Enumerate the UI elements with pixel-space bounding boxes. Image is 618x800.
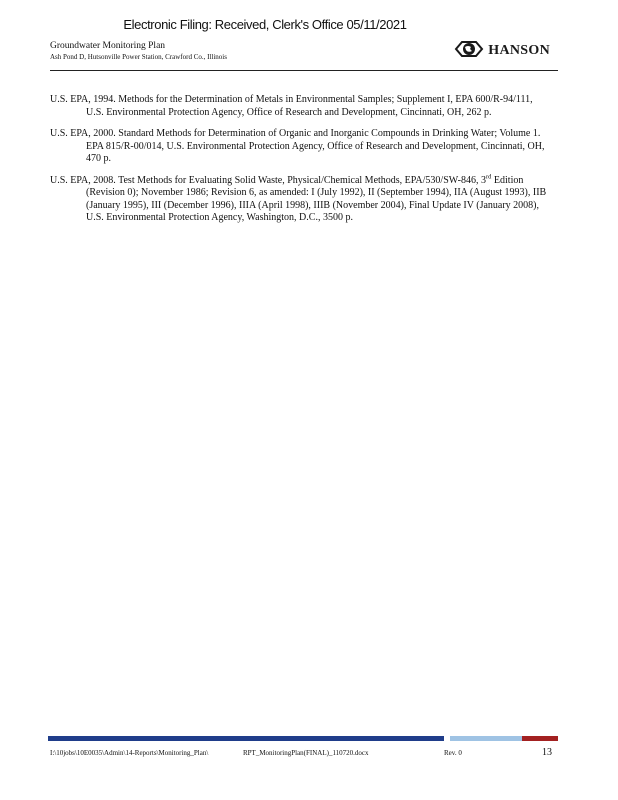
reference-entry <box>50 175 550 225</box>
document-title: Groundwater Monitoring Plan <box>50 41 166 51</box>
footer-revision: Rev. 0 <box>444 749 462 757</box>
ordinal-suffix: rd <box>486 173 492 181</box>
logo-wordmark: HANSON <box>488 43 550 58</box>
footer-file-path: I:\10jobs\10E0035\Admin\14-Reports\Monitoring_Plan\ <box>50 749 209 757</box>
globe-icon <box>454 39 484 64</box>
references-list <box>50 94 550 234</box>
footer-file-name: RPT_MonitoringPlan(FINAL)_110720.docx <box>243 749 369 757</box>
footer-color-bar <box>48 736 558 741</box>
reference-text-part: U.S. EPA, 2008. Test Methods for Evaluating Solid Waste, Physical/Chemical Methods, EPA/530/SW-846, 3 <box>50 174 486 186</box>
document-subtitle: Ash Pond D, Hutsonville Power Station, Crawford Co., Illinois <box>50 53 227 61</box>
footer-bar-light-blue-segment <box>450 736 522 741</box>
reference-text-part: Edition (Revision 0); November 1986; Revision 6, as amended: I (July 1992), II (September 1994), IIA (August 1993), IIB (January 1995), III (December 1996), IIIA (April 1998), IIIB (November 2004), Final Update IV (January 2008), U.S. Environmental Protection Agency, Washington, D.C., 3500 p. <box>86 174 547 223</box>
footer-bar-red-segment <box>522 736 558 741</box>
page-header <box>50 40 558 71</box>
reference-entry: U.S. EPA, 2000. Standard Methods for Determination of Organic and Inorganic Compounds in Drinking Water; Volume 1. EPA 815/R-00/014, U.S. Environmental Protection Agency, Office of Research and Development, Cincinnati, OH, 470 p. <box>50 128 545 164</box>
company-logo <box>454 40 550 62</box>
filing-stamp: Electronic Filing: Received, Clerk's Office 05/11/2021 <box>123 17 407 32</box>
page-number: 13 <box>542 747 552 758</box>
reference-entry: U.S. EPA, 1994. Methods for the Determination of Metals in Environmental Samples; Supplement I, EPA 600/R-94/111, U.S. Environmental Protection Agency, Office of Research and Development, Cincinnati, OH, 262 p. <box>50 94 533 118</box>
footer-bar-navy-segment <box>48 736 444 741</box>
